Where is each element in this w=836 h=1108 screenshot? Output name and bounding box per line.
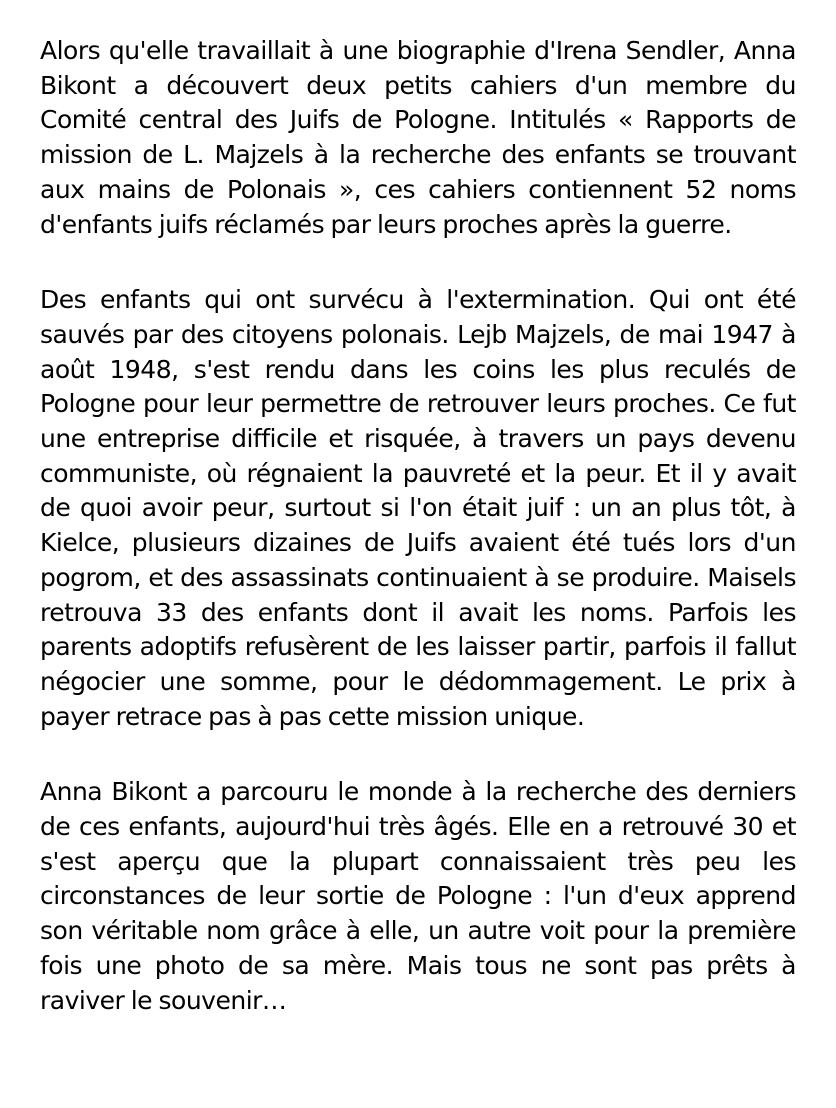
paragraph-intro: Alors qu'elle travaillait à une biographie d'Irena Sendler, Anna Bikont a découvert deux petits cahiers d'un membre du Comité central des Juifs de Pologne. Intitulés « Rapports de mission de L. Majzels à la recherche des enfants se trouvant aux mains de Polonais », ces cahiers contiennent 52 noms d'enfants juifs réclamés par leurs proches après la guerre. (40, 36, 796, 239)
paragraph-search: Anna Bikont a parcouru le monde à la recherche des derniers de ces enfants, aujourd'hui très âgés. Elle en a retrouvé 30 et s'est aperçu que la plupart connaissaient très peu les circonstances de leur sortie de Pologne : l'un d'eux apprend son véritable nom grâce à elle, un autre voit pour la première fois une photo de sa mère. Mais tous ne sont pas prêts à raviver le souvenir… (40, 777, 796, 1015)
paragraph-mission: Des enfants qui ont survécu à l'extermination. Qui ont été sauvés par des citoyens polonais. Lejb Majzels, de mai 1947 à août 1948, s'est rendu dans les coins les plus reculés de Pologne pour leur permettre de retrouver leurs proches. Ce fut une entreprise difficile et risquée, à travers un pays devenu communiste, où régnaient la pauvreté et la peur. Et il y avait de quoi avoir peur, surtout si l'on était juif : un an plus tôt, à Kielce, plusieurs dizaines de Juifs avaient été tués lors d'un pogrom, et des assassinats continuaient à se produire. Maisels retrouva 33 des enfants dont il avait les noms. Parfois les parents adoptifs refusèrent de les laisser partir, parfois il fallut négocier une somme, pour le dédommagement. Le prix à payer retrace pas à pas cette mission unique. (40, 285, 796, 731)
